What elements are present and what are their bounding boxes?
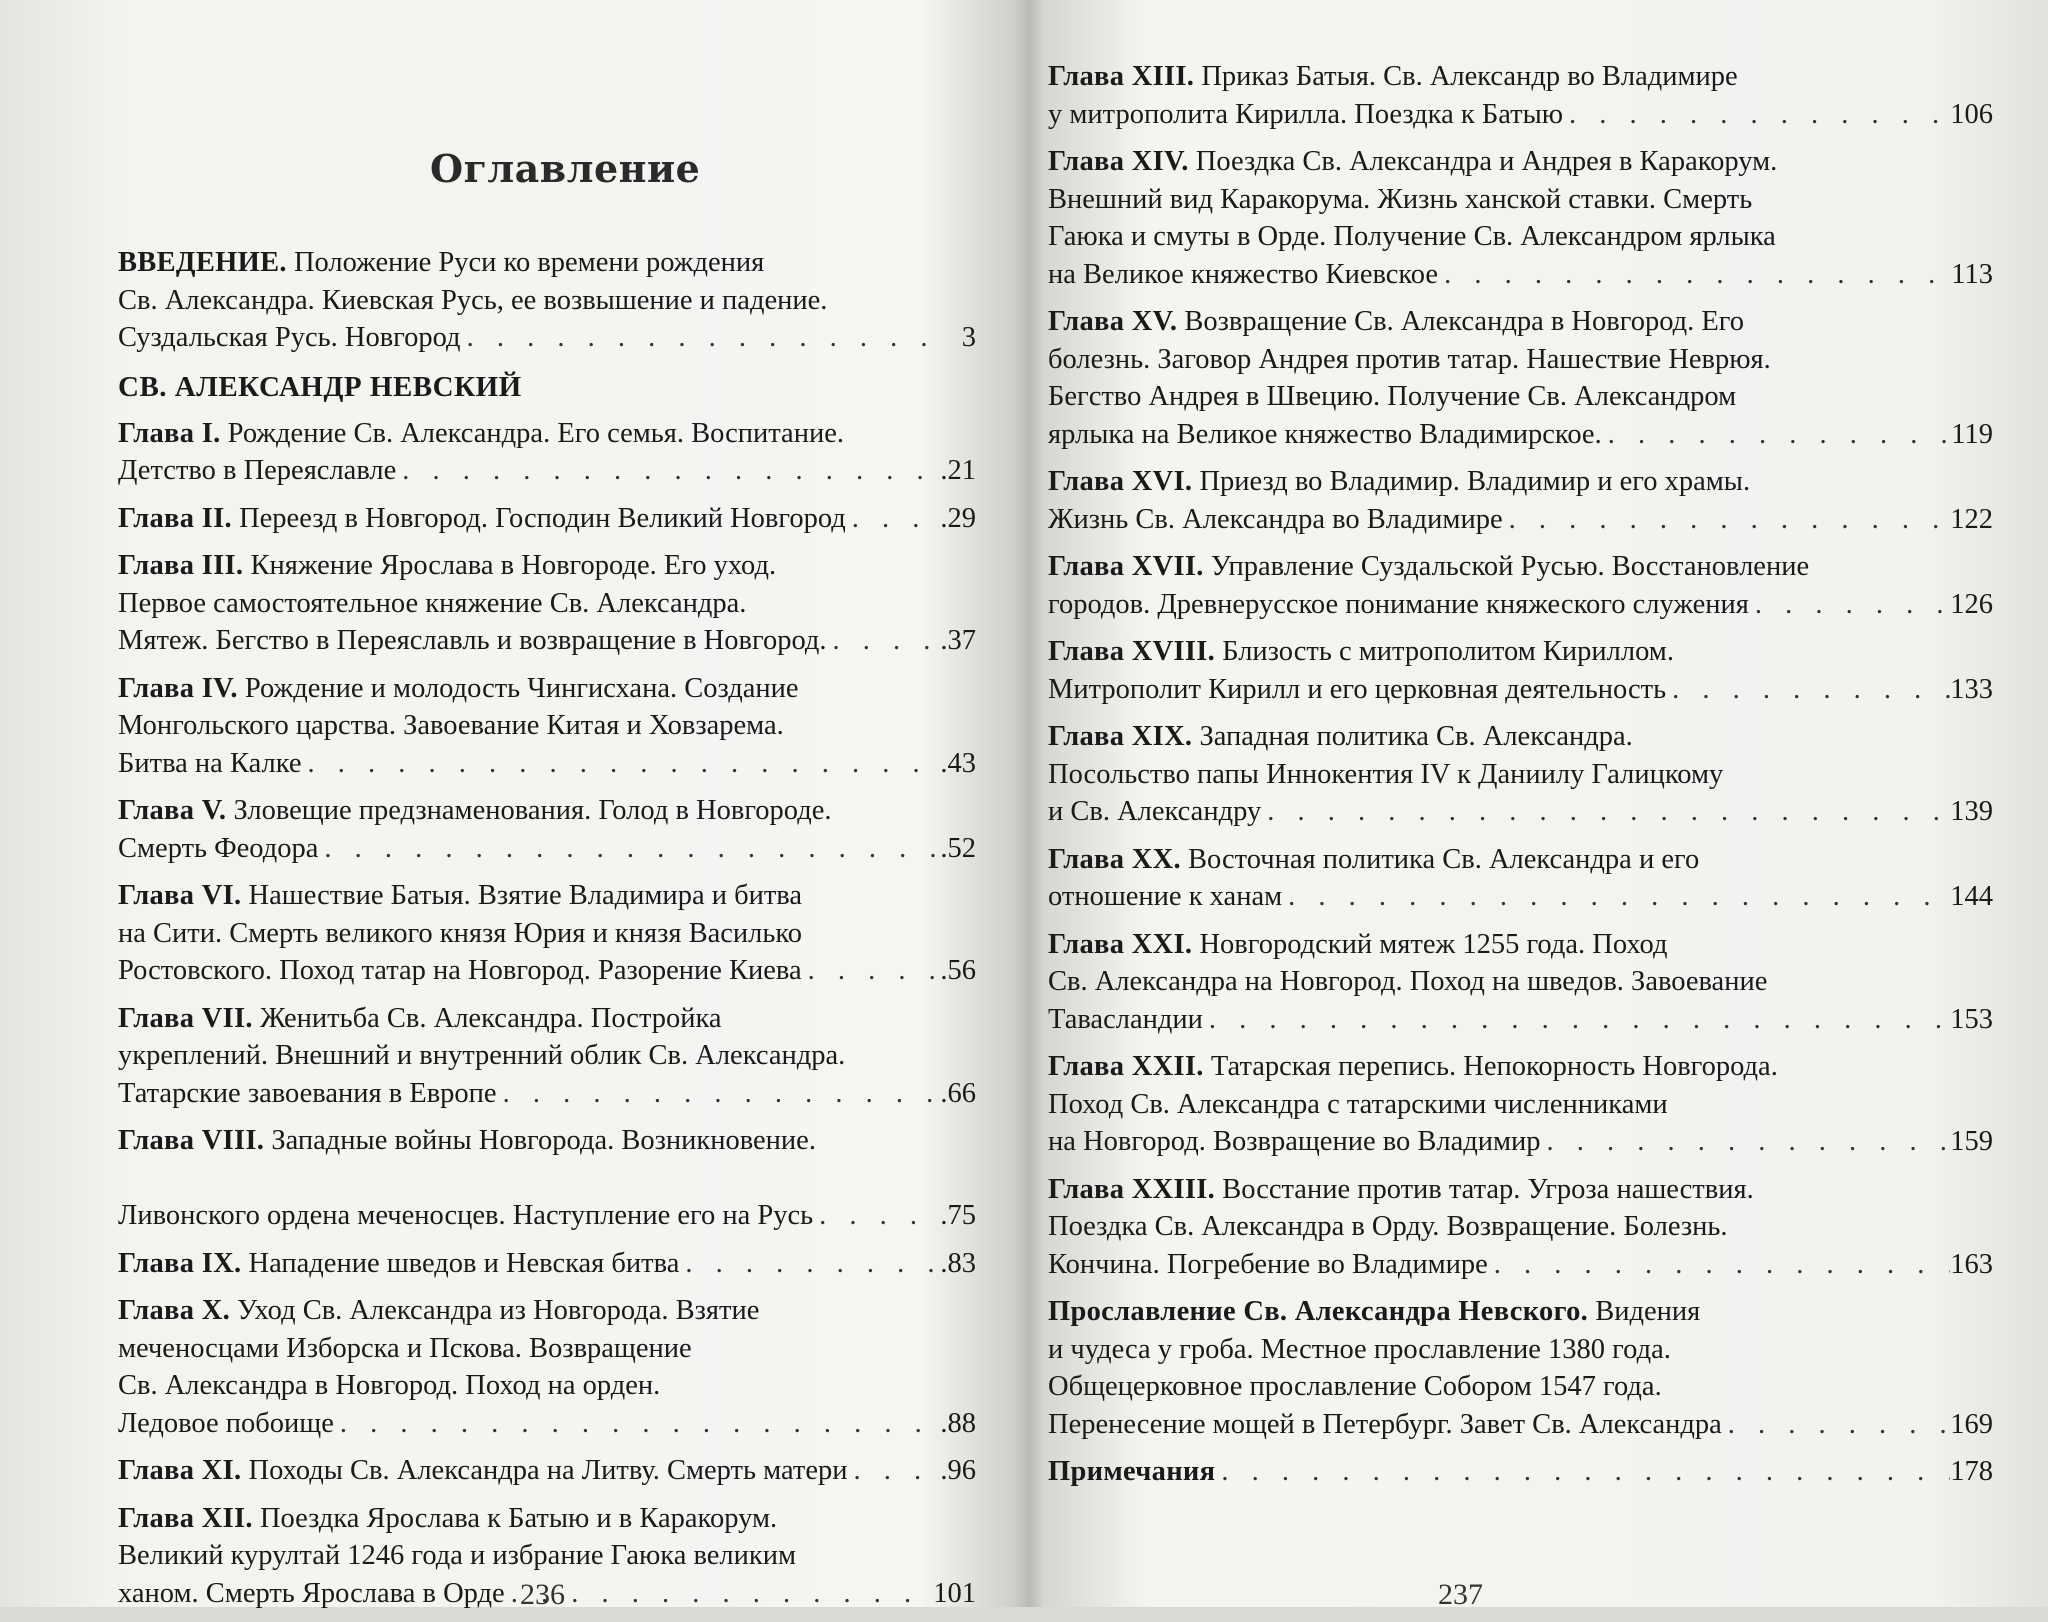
entry-text: Бегство Андрея в Швецию. Получение Св. Александром xyxy=(1048,381,1737,412)
entry-text: укреплений. Внешний и внутренний облик Св. Александра. xyxy=(118,1040,846,1071)
chapter-label: Глава XVI. xyxy=(1048,466,1193,497)
entry-text: Переезд в Новгород. Господин Великий Новгород xyxy=(231,502,846,534)
entry-text-group xyxy=(1048,1453,1215,1491)
toc-entry-line xyxy=(118,282,976,320)
dot-leader xyxy=(1438,256,1951,294)
page-ref: 101 xyxy=(933,1577,976,1609)
page-ref: .83 xyxy=(940,1247,976,1279)
entry-text: Св. Александра в Новгород. Поход на орден. xyxy=(118,1370,661,1401)
entry-text: Тавасландии xyxy=(1048,1003,1203,1035)
chapter-label: Глава V. xyxy=(118,795,227,826)
entry-text: ханом. Смерть Ярослава в Орде xyxy=(118,1577,505,1609)
entry-text-group xyxy=(118,1452,847,1490)
page-ref: .88 xyxy=(940,1407,976,1439)
entry-text-group xyxy=(118,500,846,538)
page-ref: 139 xyxy=(1950,796,1993,827)
toc-entry xyxy=(118,1452,976,1490)
entry-text: Общецерковное прославление Собором 1547 года. xyxy=(1048,1371,1662,1402)
page-ref: .52 xyxy=(940,832,976,864)
toc-entry-line xyxy=(1048,548,1993,586)
entry-text: Ливонского ордена меченосцев. Наступление его на Русь xyxy=(118,1200,814,1231)
dot-leader xyxy=(679,1245,936,1283)
toc-entry-line xyxy=(118,1500,976,1538)
entry-text: меченосцами Изборска и Пскова. Возвращение xyxy=(118,1332,692,1364)
entry-text: Жизнь Св. Александра во Владимире xyxy=(1048,503,1503,535)
entry-text: Рождение Св. Александра. Его семья. Воспитание. xyxy=(220,417,844,449)
chapter-label: Прославление Св. Александра Невского. xyxy=(1048,1296,1589,1327)
page-ref: 153 xyxy=(1950,1003,1993,1035)
page-ref: .75 xyxy=(940,1200,976,1231)
toc-entry xyxy=(1048,1453,1993,1491)
chapter-label: Глава XX. xyxy=(1048,843,1181,875)
page-ref: 144 xyxy=(1950,881,1993,912)
dot-leader xyxy=(505,1575,934,1613)
page-ref: 126 xyxy=(1950,588,1993,620)
toc-entry-line xyxy=(1048,256,1993,294)
toc-entry xyxy=(1048,633,1993,708)
toc-entry-line xyxy=(118,452,976,490)
toc-entry-line xyxy=(118,415,976,453)
toc-entry xyxy=(118,1000,976,1113)
entry-text: Битва на Калке xyxy=(118,747,302,779)
chapter-label: Глава VI. xyxy=(118,880,242,911)
chapter-label: Глава XV. xyxy=(1048,306,1178,337)
toc-entry-line xyxy=(1048,416,1993,454)
dot-leader xyxy=(827,622,937,660)
dot-leader xyxy=(1722,1406,1950,1444)
toc-entry-line xyxy=(118,500,976,538)
entry-text: Перенесение мощей в Петербург. Завет Св. Александра xyxy=(1048,1408,1722,1440)
toc-entry-line xyxy=(1048,1331,1993,1369)
chapter-label: Глава II. xyxy=(118,502,232,534)
toc-entry-line xyxy=(118,952,976,990)
dot-leader xyxy=(1203,1001,1950,1039)
toc-entry xyxy=(118,792,976,867)
entry-text: Поездка Св. Александра и Андрея в Каракорум. xyxy=(1188,146,1778,177)
entry-text: Кончина. Погребение во Владимире xyxy=(1048,1248,1488,1280)
page-ref: .21 xyxy=(940,455,976,486)
page-ref: 133 xyxy=(1950,673,1993,705)
toc-entry-line xyxy=(118,622,976,660)
toc-entry-line xyxy=(1048,303,1993,341)
toc-entry xyxy=(118,244,976,357)
toc-entry xyxy=(1048,548,1993,623)
toc-entry-line xyxy=(1048,1001,1993,1039)
entry-text: Княжение Ярослава в Новгороде. Его уход. xyxy=(243,550,777,581)
page-ref: 178 xyxy=(1950,1456,1993,1487)
entry-text: Гаюка и смуты в Орде. Получение Св. Александром ярлыка xyxy=(1048,221,1776,252)
entry-text: Поход Св. Александра с татарскими численниками xyxy=(1048,1088,1668,1120)
toc-entry xyxy=(1048,718,1993,831)
toc-entry xyxy=(1048,1171,1993,1284)
page-number-left: 236 xyxy=(520,1578,565,1611)
toc-entry-line xyxy=(1048,586,1993,624)
entry-text: Женитьба Св. Александра. Постройка xyxy=(252,1002,722,1034)
entry-text-group xyxy=(118,1245,679,1283)
entry-text: Новгородский мятеж 1255 года. Поход xyxy=(1192,928,1668,960)
entry-text: Мятеж. Бегство в Переяславль и возвращение в Новгород. xyxy=(118,625,827,656)
entry-text: Походы Св. Александра на Литву. Смерть матери xyxy=(241,1455,848,1486)
page-ref: 163 xyxy=(1950,1248,1993,1280)
chapter-label: Глава XXIII. xyxy=(1048,1173,1216,1205)
toc-entry xyxy=(1048,841,1993,916)
toc-entry-line xyxy=(118,1537,976,1575)
toc-entry-line xyxy=(118,1122,976,1160)
dot-leader xyxy=(846,500,936,538)
toc-entry xyxy=(118,1292,976,1442)
toc-entry-line xyxy=(1048,1368,1993,1406)
dot-leader xyxy=(1215,1453,1950,1491)
entry-text: Митрополит Кирилл и его церковная деятельность xyxy=(1048,673,1667,705)
entry-text: городов. Древнерусское понимание княжеского служения xyxy=(1048,588,1749,620)
toc-entry-line xyxy=(118,1160,976,1198)
toc-entry-line xyxy=(1048,1293,1993,1331)
entry-text: Близость с митрополитом Кириллом. xyxy=(1215,636,1674,667)
toc-entry-line xyxy=(1048,58,1993,96)
chapter-label: Глава XIX. xyxy=(1048,721,1193,752)
toc-entry-line xyxy=(118,1197,976,1235)
chapter-label: Глава XII. xyxy=(118,1502,253,1534)
toc-entry xyxy=(1048,1293,1993,1443)
entry-text: Западные войны Новгорода. Возникновение. xyxy=(264,1125,816,1156)
dot-leader xyxy=(1749,586,1950,624)
toc-entry-line xyxy=(1048,841,1993,879)
chapter-label: Глава XI. xyxy=(118,1455,242,1486)
entry-text: Первое самостоятельное княжение Св. Александра. xyxy=(118,587,747,619)
entry-text: на Новгород. Возвращение во Владимир xyxy=(1048,1126,1541,1157)
toc-entry-line xyxy=(118,1367,976,1405)
toc-entry-line xyxy=(1048,501,1993,539)
entry-text: Посольство папы Иннокентия IV к Даниилу Галицкому xyxy=(1048,758,1724,790)
dot-leader xyxy=(1282,878,1950,916)
dot-leader xyxy=(847,1452,936,1490)
toc-entry-line xyxy=(1048,756,1993,794)
entry-text: Св. Александра. Киевская Русь, ее возвышение и падение. xyxy=(118,284,828,316)
entry-text: болезнь. Заговор Андрея против татар. Нашествие Неврюя. xyxy=(1048,343,1771,375)
dot-leader xyxy=(461,319,936,357)
toc-entry-line xyxy=(1048,1246,1993,1284)
chapter-label: Глава I. xyxy=(118,417,221,449)
toc-entry-line xyxy=(118,877,976,915)
toc-entry-line xyxy=(118,1245,976,1283)
page-ref: 119 xyxy=(1951,418,1993,450)
toc-entry-line xyxy=(118,1000,976,1038)
entry-text: Детство в Переяславле xyxy=(118,455,397,486)
entry-text: Нападение шведов и Невская битва xyxy=(241,1247,680,1279)
dot-leader xyxy=(813,1197,936,1235)
chapter-label: Глава IX. xyxy=(118,1247,242,1279)
toc-entry-line xyxy=(1048,963,1993,1001)
toc-entry-line xyxy=(1048,1171,1993,1209)
entry-text: Приезд во Владимир. Владимир и его храмы. xyxy=(1192,466,1751,497)
dot-leader xyxy=(1261,793,1950,831)
page-ref: .43 xyxy=(940,747,976,779)
entry-text: Положение Руси ко времени рождения xyxy=(286,247,765,278)
entry-text: Уход Св. Александра из Новгорода. Взятие xyxy=(230,1295,760,1326)
toc-entry-line xyxy=(1048,218,1993,256)
entry-text: у митрополита Кирилла. Поездка к Батыю xyxy=(1048,98,1564,130)
chapter-label: Глава XVII. xyxy=(1048,551,1204,582)
toc-entry-line xyxy=(118,707,976,745)
chapter-label: Глава X. xyxy=(118,1295,231,1326)
toc-entry-line xyxy=(118,319,976,357)
page-ref: .29 xyxy=(940,502,976,534)
entry-text: Ледовое побоище xyxy=(118,1407,334,1439)
toc-entry-line xyxy=(118,547,976,585)
dot-leader xyxy=(318,830,936,868)
toc-entry-line xyxy=(118,1452,976,1490)
toc-entry-line xyxy=(1048,463,1993,501)
toc-entry-line xyxy=(118,244,976,282)
section-heading: СВ. АЛЕКСАНДР НЕВСКИЙ xyxy=(118,370,522,403)
toc-entry-line xyxy=(1048,926,1993,964)
chapter-label: Примечания xyxy=(1048,1456,1216,1487)
dot-leader xyxy=(1488,1246,1950,1284)
toc-left xyxy=(118,244,976,1622)
entry-text: Великий курултай 1246 года и избрание Гаюка великим xyxy=(118,1540,797,1571)
toc-entry-line xyxy=(118,1075,976,1113)
chapter-label: Глава XXII. xyxy=(1048,1051,1204,1082)
page-ref: .66 xyxy=(940,1077,976,1109)
entry-text: Западная политика Св. Александра. xyxy=(1192,721,1633,752)
entry-text: ярлыка на Великое княжество Владимирское. xyxy=(1048,418,1602,450)
chapter-label: ВВЕДЕНИЕ. xyxy=(118,247,287,278)
entry-text: Монгольского царства. Завоевание Китая и Ховзарема. xyxy=(118,710,784,741)
toc-right xyxy=(1048,58,1993,1501)
chapter-label: Глава VII. xyxy=(118,1002,253,1034)
toc-entry xyxy=(1048,303,1993,453)
entry-text: и чудеса у гроба. Местное прославление 1380 года. xyxy=(1048,1333,1671,1365)
entry-text: Татарская перепись. Непокорность Новгорода. xyxy=(1203,1051,1778,1082)
toc-entry-line xyxy=(1048,793,1993,831)
chapter-label: Глава III. xyxy=(118,550,244,581)
toc-entry-line xyxy=(118,792,976,830)
entry-text: Смерть Феодора xyxy=(118,832,319,864)
toc-entry-line xyxy=(1048,181,1993,219)
toc-entry xyxy=(118,877,976,990)
page-title: Оглавление xyxy=(430,146,701,191)
left-page xyxy=(0,0,1010,1611)
toc-entry-line xyxy=(1048,671,1993,709)
toc-entry-line xyxy=(1048,1406,1993,1444)
entry-text: Суздальская Русь. Новгород xyxy=(118,322,461,353)
right-page xyxy=(1010,0,2048,1611)
entry-text: Нашествие Батыя. Взятие Владимира и битва xyxy=(241,880,803,911)
toc-entry xyxy=(118,500,976,538)
toc-entry xyxy=(118,547,976,660)
entry-text: Управление Суздальской Русью. Восстановление xyxy=(1203,551,1810,582)
page-ref: .56 xyxy=(940,955,976,986)
chapter-label: Глава XIII. xyxy=(1048,61,1195,92)
entry-text: Восточная политика Св. Александра и его xyxy=(1180,843,1700,875)
entry-text: Поездка Св. Александра в Орду. Возвращение. Болезнь. xyxy=(1048,1211,1728,1242)
toc-entry-line xyxy=(118,1292,976,1330)
dot-leader xyxy=(334,1405,936,1443)
entry-text: и Св. Александру xyxy=(1048,796,1262,827)
entry-text: Рождение и молодость Чингисхана. Создание xyxy=(237,672,799,704)
chapter-label: Глава IV. xyxy=(118,672,238,704)
toc-entry-line xyxy=(118,670,976,708)
dot-leader xyxy=(1563,96,1950,134)
chapter-label: Глава XIV. xyxy=(1048,146,1189,177)
dot-leader xyxy=(497,1075,936,1113)
toc-entry-line xyxy=(1048,143,1993,181)
entry-text: отношение к ханам xyxy=(1048,881,1283,912)
toc-entry-line xyxy=(118,830,976,868)
toc-entry-line xyxy=(1048,341,1993,379)
toc-entry xyxy=(1048,1048,1993,1161)
toc-entry-line xyxy=(1048,1453,1993,1491)
page-ref: .96 xyxy=(940,1455,976,1486)
page-ref: 159 xyxy=(1950,1126,1993,1157)
toc-entry-line xyxy=(118,1330,976,1368)
chapter-label: Глава XXI. xyxy=(1048,928,1193,960)
page-ref: 122 xyxy=(1950,503,1993,535)
entry-text: Зловещие предзнаменования. Голод в Новгороде. xyxy=(226,795,832,826)
dot-leader xyxy=(302,745,937,783)
entry-text: Видения xyxy=(1588,1296,1701,1327)
entry-text: Татарские завоевания в Европе xyxy=(118,1077,497,1109)
toc-entry xyxy=(118,1122,976,1235)
entry-text: Поездка Ярослава к Батыю и в Каракорум. xyxy=(252,1502,778,1534)
toc-entry xyxy=(118,415,976,490)
entry-text: на Сити. Смерть великого князя Юрия и князя Василько xyxy=(118,917,803,949)
page-ref: 3 xyxy=(961,322,976,353)
toc-entry-line xyxy=(1048,878,1993,916)
dot-leader xyxy=(1541,1123,1951,1161)
toc-entry-line xyxy=(1048,378,1993,416)
chapter-label: Глава XVIII. xyxy=(1048,636,1216,667)
page-ref: 169 xyxy=(1950,1408,1993,1440)
dot-leader xyxy=(802,952,936,990)
toc-entry-line xyxy=(1048,1208,1993,1246)
chapter-label: Глава VIII. xyxy=(118,1125,265,1156)
toc-entry-line xyxy=(118,915,976,953)
toc-entry-line xyxy=(118,1405,976,1443)
entry-text: Приказ Батыя. Св. Александр во Владимире xyxy=(1194,61,1738,92)
toc-entry xyxy=(1048,926,1993,1039)
toc-entry xyxy=(118,1245,976,1283)
toc-entry-line xyxy=(1048,1048,1993,1086)
toc-entry-line xyxy=(1048,1123,1993,1161)
toc-entry-line xyxy=(118,1037,976,1075)
entry-text: Св. Александра на Новгород. Поход на шведов. Завоевание xyxy=(1048,966,1768,997)
page-ref: 113 xyxy=(1951,258,1993,290)
toc-entry xyxy=(1048,463,1993,538)
page-number-right: 237 xyxy=(1438,1578,1483,1611)
toc-entry-line xyxy=(1048,633,1993,671)
toc-entry xyxy=(118,670,976,783)
entry-text: Ростовского. Поход татар на Новгород. Разорение Киева xyxy=(118,955,802,986)
toc-entry-line xyxy=(1048,718,1993,756)
toc-entry xyxy=(1048,143,1993,293)
dot-leader xyxy=(396,452,936,490)
toc-entry-line xyxy=(1048,96,1993,134)
toc-entry xyxy=(1048,58,1993,133)
page-ref: 106 xyxy=(1950,98,1993,130)
dot-leader xyxy=(1503,501,1951,539)
entry-text: Внешний вид Каракорума. Жизнь ханской ставки. Смерть xyxy=(1048,183,1753,215)
entry-text: Возвращение Св. Александра в Новгород. Его xyxy=(1177,306,1745,337)
entry-text: Восстание против татар. Угроза нашествия. xyxy=(1215,1173,1754,1205)
dot-leader xyxy=(1666,671,1950,709)
toc-entry-line xyxy=(118,585,976,623)
toc-entry-line xyxy=(118,745,976,783)
dot-leader xyxy=(1602,416,1952,454)
page-ref: .37 xyxy=(940,625,976,656)
entry-text: на Великое княжество Киевское xyxy=(1048,258,1439,290)
toc-entry-line xyxy=(1048,1086,1993,1124)
